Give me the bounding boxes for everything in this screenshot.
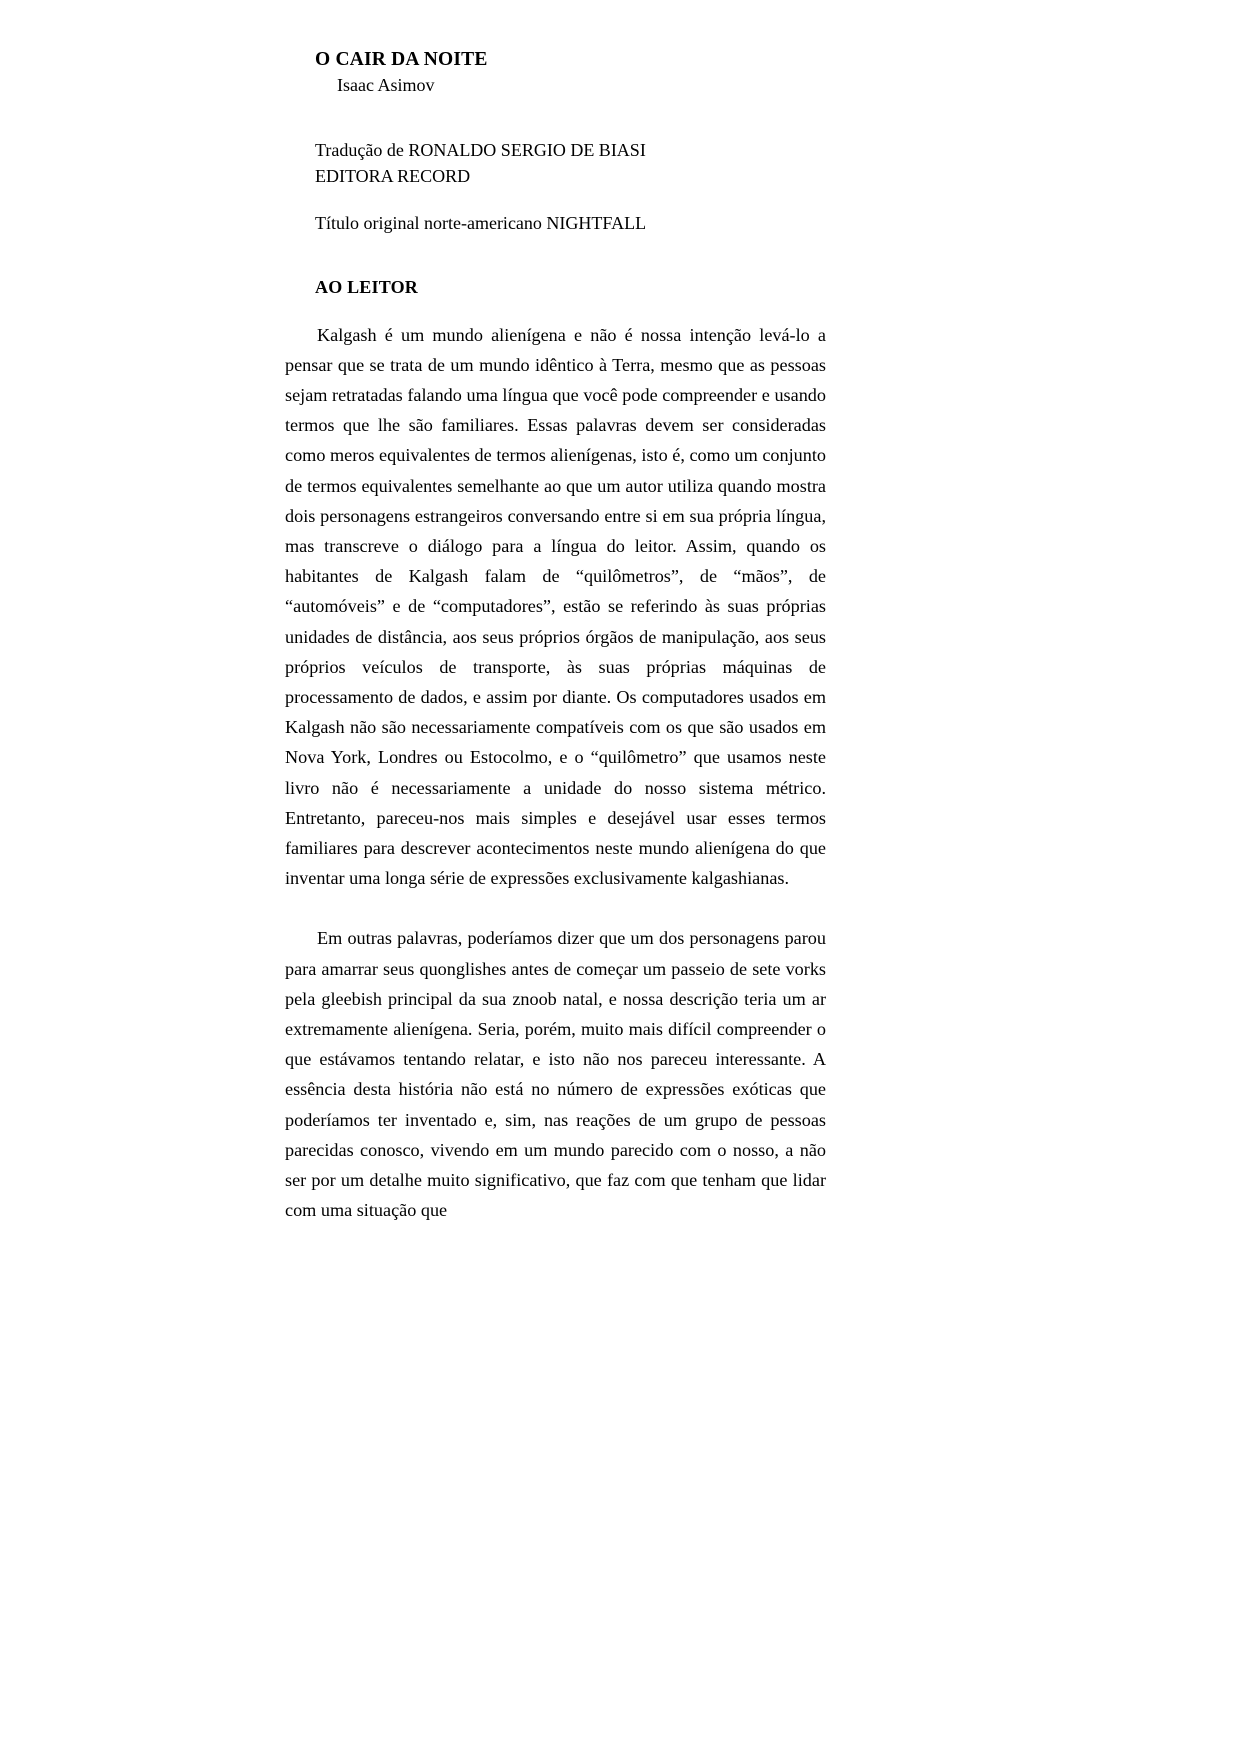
section-heading: AO LEITOR (315, 276, 418, 297)
original-title-line: Título original norte-americano NIGHTFALL (315, 213, 647, 233)
body-paragraph: Em outras palavras, poderíamos dizer que um dos personagens parou para amarrar seus quonglishes antes de começar um passeio de sete vorks pela gleebish principal da sua znoob natal, e nossa descrição teria um ar extremamente alienígena. Seria, porém, muito mais difícil compreender o que estávamos tentando relatar, e isto não nos pareceu interessante. A essência desta história não está no número de expressões exóticas que poderíamos ter inventado e, sim, nas reações de um grupo de pessoas parecidas conosco, vivendo em um mundo parecido com o nosso, a não ser por um detalhe muito significativo, que faz com que tenham que lidar com uma situação que (285, 928, 826, 1221)
spacer-before-heading (285, 237, 826, 275)
translator-line: Tradução de RONALDO SERGIO DE BIASI (315, 140, 646, 160)
spacer-after-author (285, 97, 826, 138)
book-author: Isaac Asimov (337, 75, 435, 95)
spacer-after-imprint (285, 189, 826, 211)
body-paragraph: Kalgash é um mundo alienígena e não é nossa intenção levá-lo a pensar que se trata de um mundo idêntico à Terra, mesmo que as pessoas sejam retratadas falando uma língua que você pode compreender e usando termos que lhe são familiares. Essas palavras devem ser consideradas como meros equivalentes de termos alienígenas, isto é, como um conjunto de termos equivalentes semelhante ao que um autor utiliza quando mostra dois personagens estrangeiros conversando entre si em sua própria língua, mas transcreve o diálogo para a língua do leitor. Assim, quando os habitantes de Kalgash falam de “quilômetros”, de “mãos”, de “automóveis” e de “computadores”, estão se referindo às suas próprias unidades de distância, aos seus próprios órgãos de manipulação, aos seus próprios veículos de transporte, às suas próprias máquinas de processamento de dados, e assim por diante. Os computadores usados em Kalgash não são necessariamente compatíveis com os que são usados em Nova York, Londres ou Estocolmo, e o “quilômetro” que usamos neste livro não é necessariamente a unidade do nosso sistema métrico. Entretanto, pareceu-nos mais simples e desejável usar esses termos familiares para descrever acontecimentos neste mundo alienígena do que inventar uma longa série de expressões exclusivamente kalgashianas. (285, 324, 826, 889)
book-title: O CAIR DA NOITE (315, 49, 488, 70)
text-column (285, 48, 826, 1225)
spacer-after-heading (285, 299, 826, 320)
publisher-line: EDITORA RECORD (315, 165, 471, 186)
imprint-block (315, 138, 826, 189)
